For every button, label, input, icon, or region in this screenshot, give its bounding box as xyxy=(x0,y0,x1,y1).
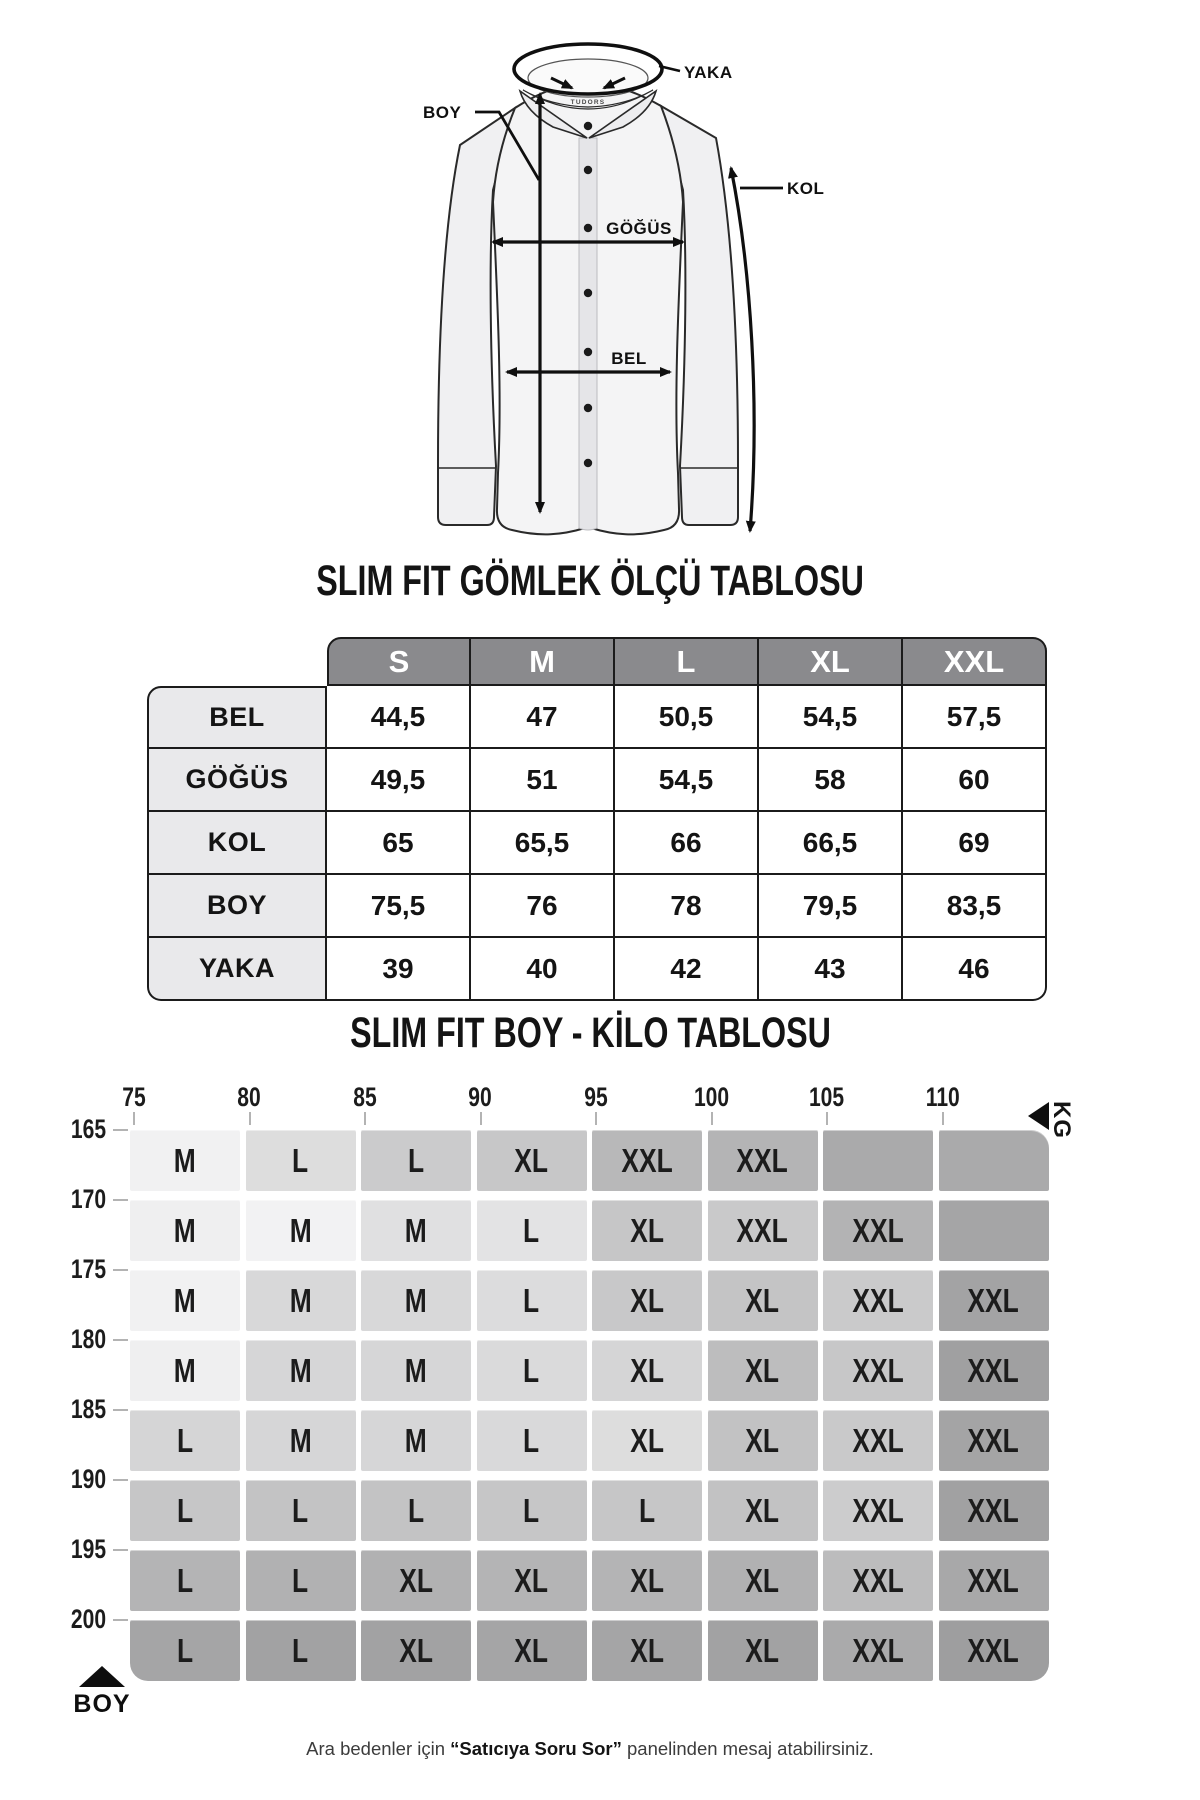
matrix-cell xyxy=(939,1130,1049,1191)
matrix-cell: L xyxy=(477,1480,587,1541)
height-tick-mark xyxy=(113,1409,128,1411)
kg-tick-label: 75 xyxy=(122,1082,146,1112)
matrix-cell: XL xyxy=(361,1550,471,1611)
size-value: 78 xyxy=(615,875,759,938)
matrix-cell: XXL xyxy=(939,1480,1049,1541)
size-value: 49,5 xyxy=(327,749,471,812)
height-tick-label: 185 xyxy=(70,1394,106,1424)
size-col-header-xl: XL xyxy=(759,637,903,686)
matrix-cell: XL xyxy=(592,1270,702,1331)
matrix-cell: XXL xyxy=(823,1480,933,1541)
matrix-cell: XXL xyxy=(823,1200,933,1261)
matrix-cell: XL xyxy=(592,1410,702,1471)
matrix-cell: M xyxy=(130,1130,240,1191)
height-tick-mark xyxy=(113,1339,128,1341)
matrix-cell: M xyxy=(246,1410,356,1471)
kg-tick-mark xyxy=(942,1112,944,1125)
brand-logo: TUDORS xyxy=(570,99,606,106)
size-value: 65 xyxy=(327,812,471,875)
height-tick-label: 180 xyxy=(70,1324,106,1354)
matrix-cell: M xyxy=(361,1200,471,1261)
matrix-cell: XL xyxy=(708,1270,818,1331)
height-axis-label: BOY xyxy=(73,1690,131,1718)
size-table-title xyxy=(0,557,1180,605)
size-value: 76 xyxy=(471,875,615,938)
matrix-cell: XXL xyxy=(823,1550,933,1611)
matrix-grid xyxy=(130,1130,1049,1681)
kol-label: KOL xyxy=(787,179,825,198)
matrix-cell: XXL xyxy=(939,1410,1049,1471)
height-tick-label: 165 xyxy=(70,1114,106,1144)
boy-diagram-label: BOY xyxy=(423,103,462,122)
size-value: 75,5 xyxy=(327,875,471,938)
height-tick-label: 170 xyxy=(70,1184,106,1214)
kg-tick-mark xyxy=(133,1112,135,1125)
size-col-header-m: M xyxy=(471,637,615,686)
height-tick-label: 175 xyxy=(70,1254,106,1284)
size-table-title-text: SLIM FIT GÖMLEK ÖLÇÜ TABLOSU xyxy=(316,557,864,605)
matrix-cell: M xyxy=(246,1270,356,1331)
size-col-header-l: L xyxy=(615,637,759,686)
kg-tick-label: 110 xyxy=(925,1082,960,1112)
kg-axis-arrow-icon xyxy=(1028,1102,1049,1130)
matrix-cell: XL xyxy=(708,1410,818,1471)
matrix-cell: XXL xyxy=(823,1620,933,1681)
kg-tick-label: 105 xyxy=(809,1082,845,1112)
matrix-cell: L xyxy=(130,1620,240,1681)
footer-note-highlight: “Satıcıya Soru Sor” xyxy=(450,1738,622,1759)
size-value: 54,5 xyxy=(615,749,759,812)
size-row-label-boy: BOY xyxy=(147,875,327,938)
matrix-cell: L xyxy=(361,1480,471,1541)
matrix-cell: L xyxy=(246,1480,356,1541)
matrix-cell: L xyxy=(246,1130,356,1191)
size-value: 60 xyxy=(903,749,1047,812)
size-value: 40 xyxy=(471,938,615,1001)
footer-note-suffix: panelinden mesaj atabilirsiniz. xyxy=(621,1738,874,1759)
kg-tick-mark xyxy=(826,1112,828,1125)
kg-tick-label: 95 xyxy=(584,1082,608,1112)
height-tick-mark xyxy=(113,1129,128,1131)
height-axis-arrow-icon xyxy=(79,1666,125,1687)
matrix-cell: XL xyxy=(592,1200,702,1261)
matrix-cell: XXL xyxy=(939,1340,1049,1401)
size-value: 51 xyxy=(471,749,615,812)
matrix-cell xyxy=(823,1130,933,1191)
matrix-cell: XL xyxy=(477,1620,587,1681)
matrix-cell: XL xyxy=(592,1550,702,1611)
size-value: 46 xyxy=(903,938,1047,1001)
height-tick-mark xyxy=(113,1479,128,1481)
size-value: 65,5 xyxy=(471,812,615,875)
matrix-cell: XXL xyxy=(708,1130,818,1191)
matrix-cell: M xyxy=(130,1270,240,1331)
height-tick-label: 195 xyxy=(70,1534,106,1564)
size-value: 47 xyxy=(471,686,615,749)
size-value: 44,5 xyxy=(327,686,471,749)
matrix-cell: XL xyxy=(477,1550,587,1611)
height-tick-label: 190 xyxy=(70,1464,106,1494)
kg-tick-mark xyxy=(711,1112,713,1125)
yaka-label: YAKA xyxy=(684,63,733,82)
matrix-cell: L xyxy=(477,1340,587,1401)
size-table xyxy=(147,637,1047,1001)
placket xyxy=(579,138,597,530)
size-table-corner-spacer xyxy=(147,637,327,686)
height-tick-mark xyxy=(113,1549,128,1551)
matrix-cell: XL xyxy=(708,1480,818,1541)
matrix-cell: L xyxy=(246,1550,356,1611)
matrix-cell xyxy=(939,1200,1049,1261)
matrix-cell: L xyxy=(130,1550,240,1611)
matrix-cell: XL xyxy=(477,1130,587,1191)
size-value: 66 xyxy=(615,812,759,875)
footer-note-prefix: Ara bedenler için xyxy=(306,1738,451,1759)
matrix-cell: XL xyxy=(708,1550,818,1611)
matrix-cell: M xyxy=(130,1200,240,1261)
matrix-cell: XXL xyxy=(939,1620,1049,1681)
matrix-cell: L xyxy=(130,1480,240,1541)
matrix-cell: M xyxy=(361,1410,471,1471)
size-value: 83,5 xyxy=(903,875,1047,938)
bel-label: BEL xyxy=(611,349,647,368)
size-value: 79,5 xyxy=(759,875,903,938)
kg-tick-label: 100 xyxy=(693,1082,730,1112)
matrix-cell: L xyxy=(130,1410,240,1471)
size-col-header-s: S xyxy=(327,637,471,686)
size-value: 43 xyxy=(759,938,903,1001)
size-value: 39 xyxy=(327,938,471,1001)
size-value: 69 xyxy=(903,812,1047,875)
shirt-diagram xyxy=(393,18,838,563)
matrix-cell: XXL xyxy=(823,1340,933,1401)
matrix-cell: XL xyxy=(361,1620,471,1681)
size-col-header-xxl: XXL xyxy=(903,637,1047,686)
matrix-cell: XXL xyxy=(939,1550,1049,1611)
matrix-table-title xyxy=(0,1009,1180,1057)
size-row-label-kol: KOL xyxy=(147,812,327,875)
size-value: 57,5 xyxy=(903,686,1047,749)
matrix-cell: L xyxy=(477,1200,587,1261)
matrix-cell: XXL xyxy=(939,1270,1049,1331)
gogus-label: GÖĞÜS xyxy=(606,219,672,238)
kg-tick-label: 85 xyxy=(353,1082,377,1112)
matrix-cell: M xyxy=(361,1270,471,1331)
matrix-cell: XXL xyxy=(592,1130,702,1191)
height-tick-mark xyxy=(113,1269,128,1271)
size-row-label-bel: BEL xyxy=(147,686,327,749)
kg-tick-mark xyxy=(249,1112,251,1125)
height-tick-label: 200 xyxy=(70,1604,106,1634)
matrix-cell: XXL xyxy=(823,1270,933,1331)
kg-tick-mark xyxy=(480,1112,482,1125)
size-value: 58 xyxy=(759,749,903,812)
matrix-cell: M xyxy=(246,1340,356,1401)
matrix-cell: M xyxy=(361,1340,471,1401)
matrix-cell: XL xyxy=(592,1340,702,1401)
size-row-label-yaka: YAKA xyxy=(147,938,327,1001)
size-value: 42 xyxy=(615,938,759,1001)
kg-tick-label: 80 xyxy=(237,1082,262,1112)
matrix-cell: L xyxy=(361,1130,471,1191)
matrix-cell: XL xyxy=(708,1340,818,1401)
matrix-cell: M xyxy=(130,1340,240,1401)
height-tick-mark xyxy=(113,1199,128,1201)
matrix-cell: M xyxy=(246,1200,356,1261)
kg-tick-mark xyxy=(595,1112,597,1125)
kg-tick-mark xyxy=(364,1112,366,1125)
kg-tick-label: 90 xyxy=(468,1082,493,1112)
matrix-cell: L xyxy=(246,1620,356,1681)
matrix-cell: XL xyxy=(708,1620,818,1681)
matrix-table-title-text: SLIM FIT BOY - KİLO TABLOSU xyxy=(349,1009,831,1057)
matrix-cell: L xyxy=(477,1410,587,1471)
size-value: 50,5 xyxy=(615,686,759,749)
matrix-cell: L xyxy=(477,1270,587,1331)
height-tick-mark xyxy=(113,1619,128,1621)
size-value: 54,5 xyxy=(759,686,903,749)
kg-axis-label: KG xyxy=(1048,1101,1075,1139)
matrix-cell: L xyxy=(592,1480,702,1541)
size-row-label-gogus: GÖĞÜS xyxy=(147,749,327,812)
footer-note xyxy=(0,1738,1180,1760)
matrix-cell: XXL xyxy=(708,1200,818,1261)
matrix-cell: XXL xyxy=(823,1410,933,1471)
matrix-cell: XL xyxy=(592,1620,702,1681)
size-value: 66,5 xyxy=(759,812,903,875)
